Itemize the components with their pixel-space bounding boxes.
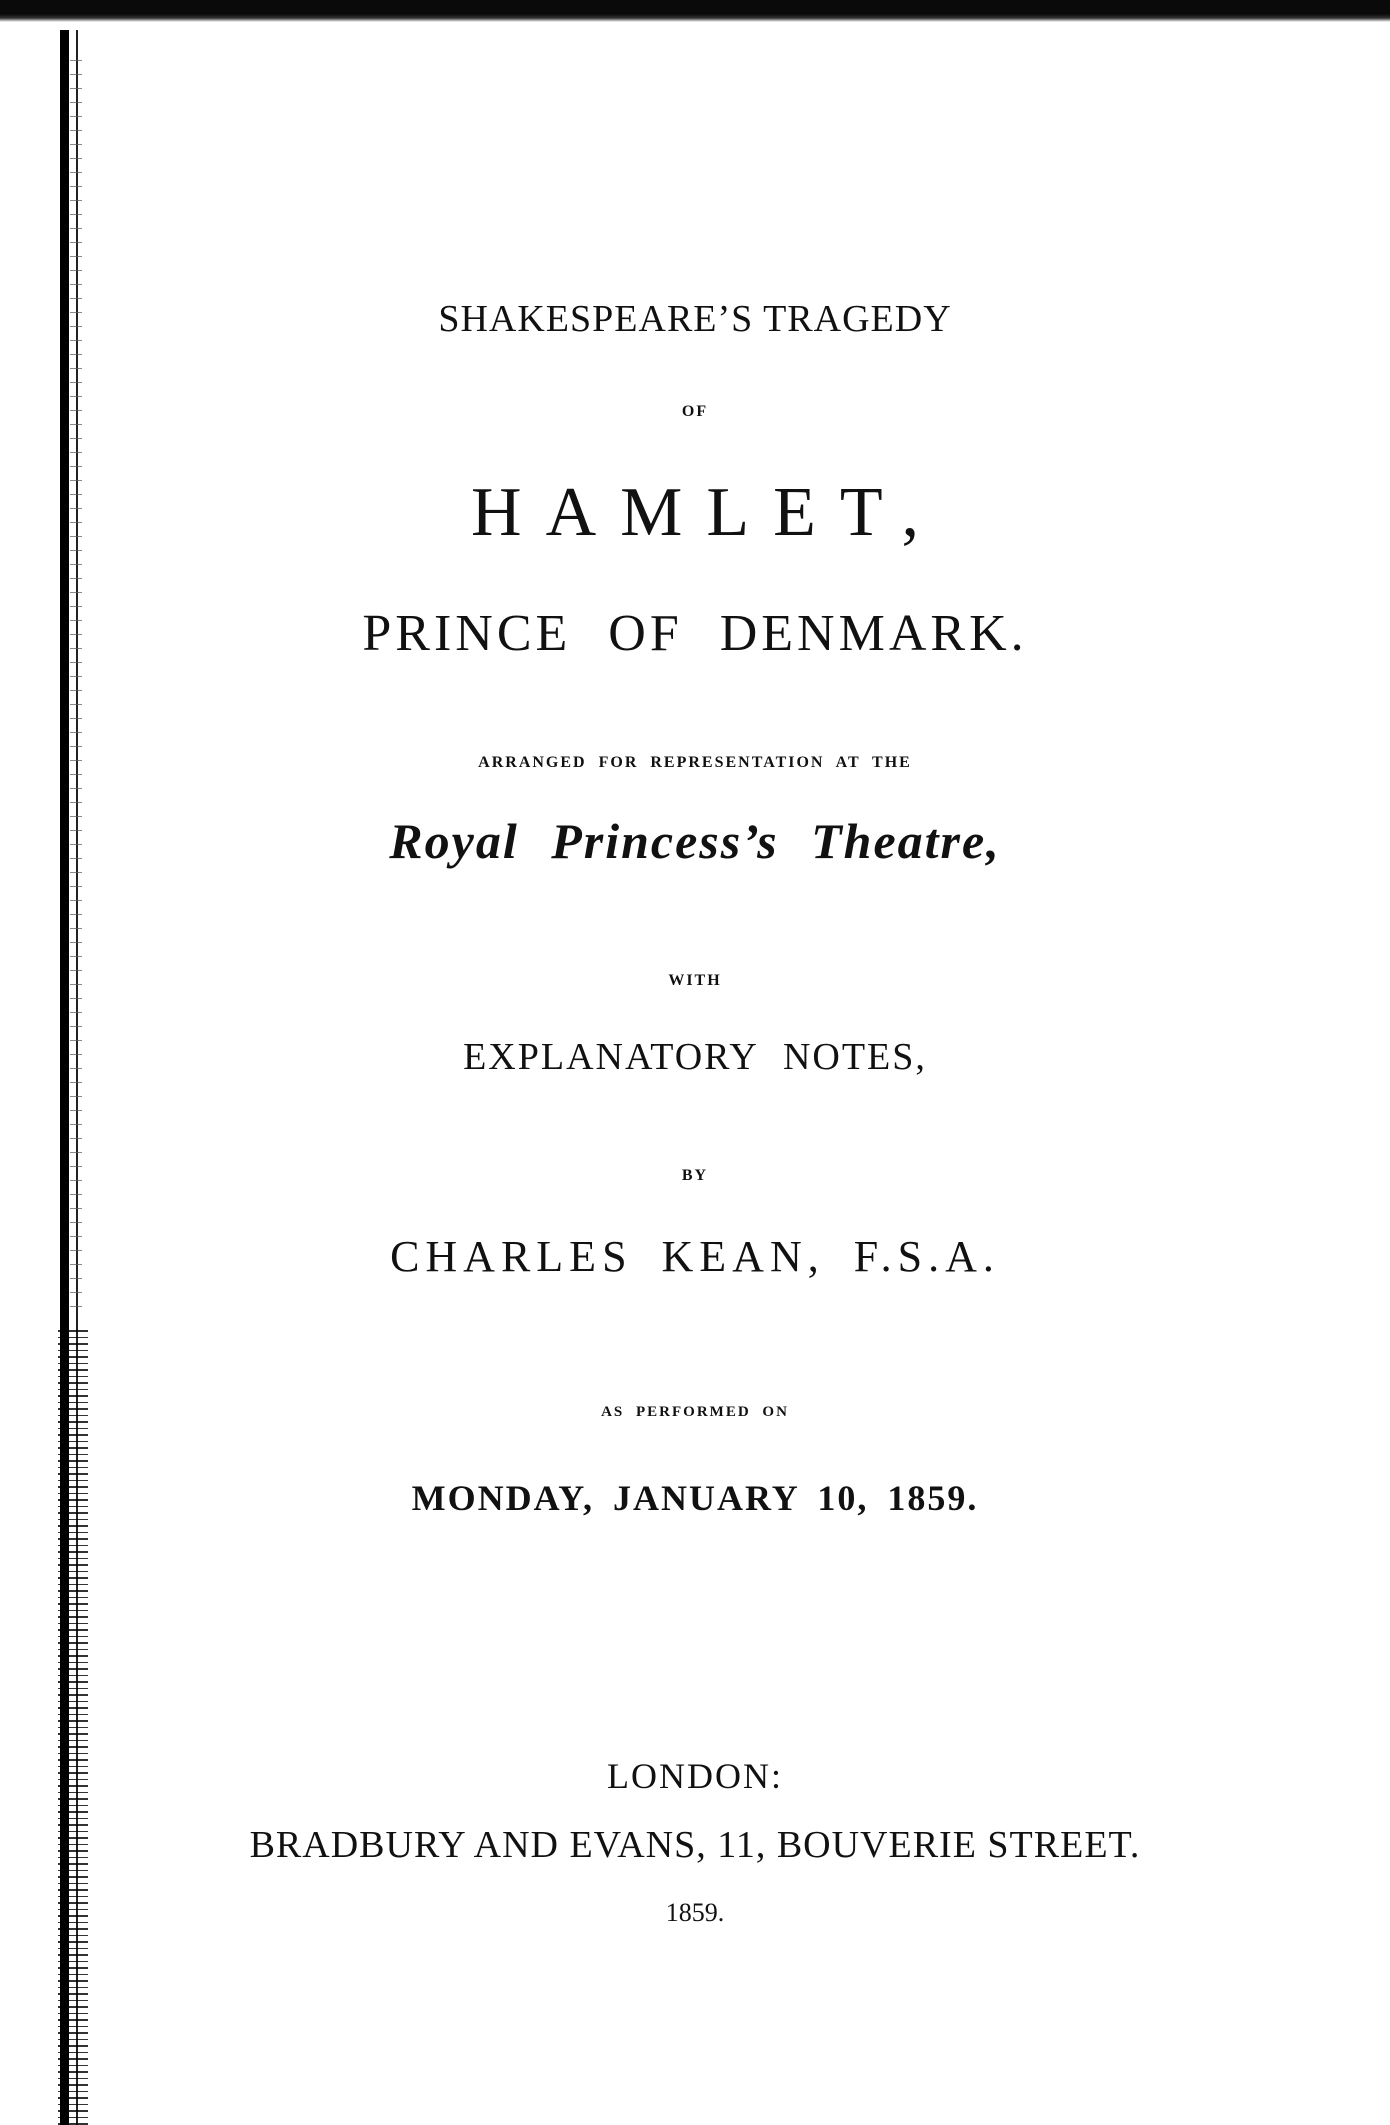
binding-ticks-upper xyxy=(70,60,82,1310)
arranged-line: ARRANGED FOR REPRESENTATION AT THE xyxy=(478,754,912,771)
notes-line: EXPLANATORY NOTES, xyxy=(463,1036,927,1078)
author-line: CHARLES KEAN, F.S.A. xyxy=(390,1232,1000,1281)
title-line-of: OF xyxy=(681,403,709,420)
main-title: HAMLET, xyxy=(471,474,943,551)
imprint-city: LONDON: xyxy=(607,1756,783,1796)
performed-line: AS PERFORMED ON xyxy=(601,1404,789,1420)
title-line-tragedy: SHAKESPEARE’S TRAGEDY xyxy=(438,298,952,340)
with-line: WITH xyxy=(668,972,722,989)
by-line: BY xyxy=(681,1167,709,1184)
theatre-name: Royal Princess’s Theatre, xyxy=(389,813,1001,869)
imprint-year: 1859. xyxy=(665,1898,725,1927)
binding-ticks-lower xyxy=(58,1330,88,2125)
performance-date: MONDAY, JANUARY 10, 1859. xyxy=(411,1478,979,1518)
subtitle: PRINCE OF DENMARK. xyxy=(362,605,1028,662)
imprint-publisher: BRADBURY AND EVANS, 11, BOUVERIE STREET. xyxy=(249,1824,1141,1866)
scan-top-edge xyxy=(0,0,1390,22)
